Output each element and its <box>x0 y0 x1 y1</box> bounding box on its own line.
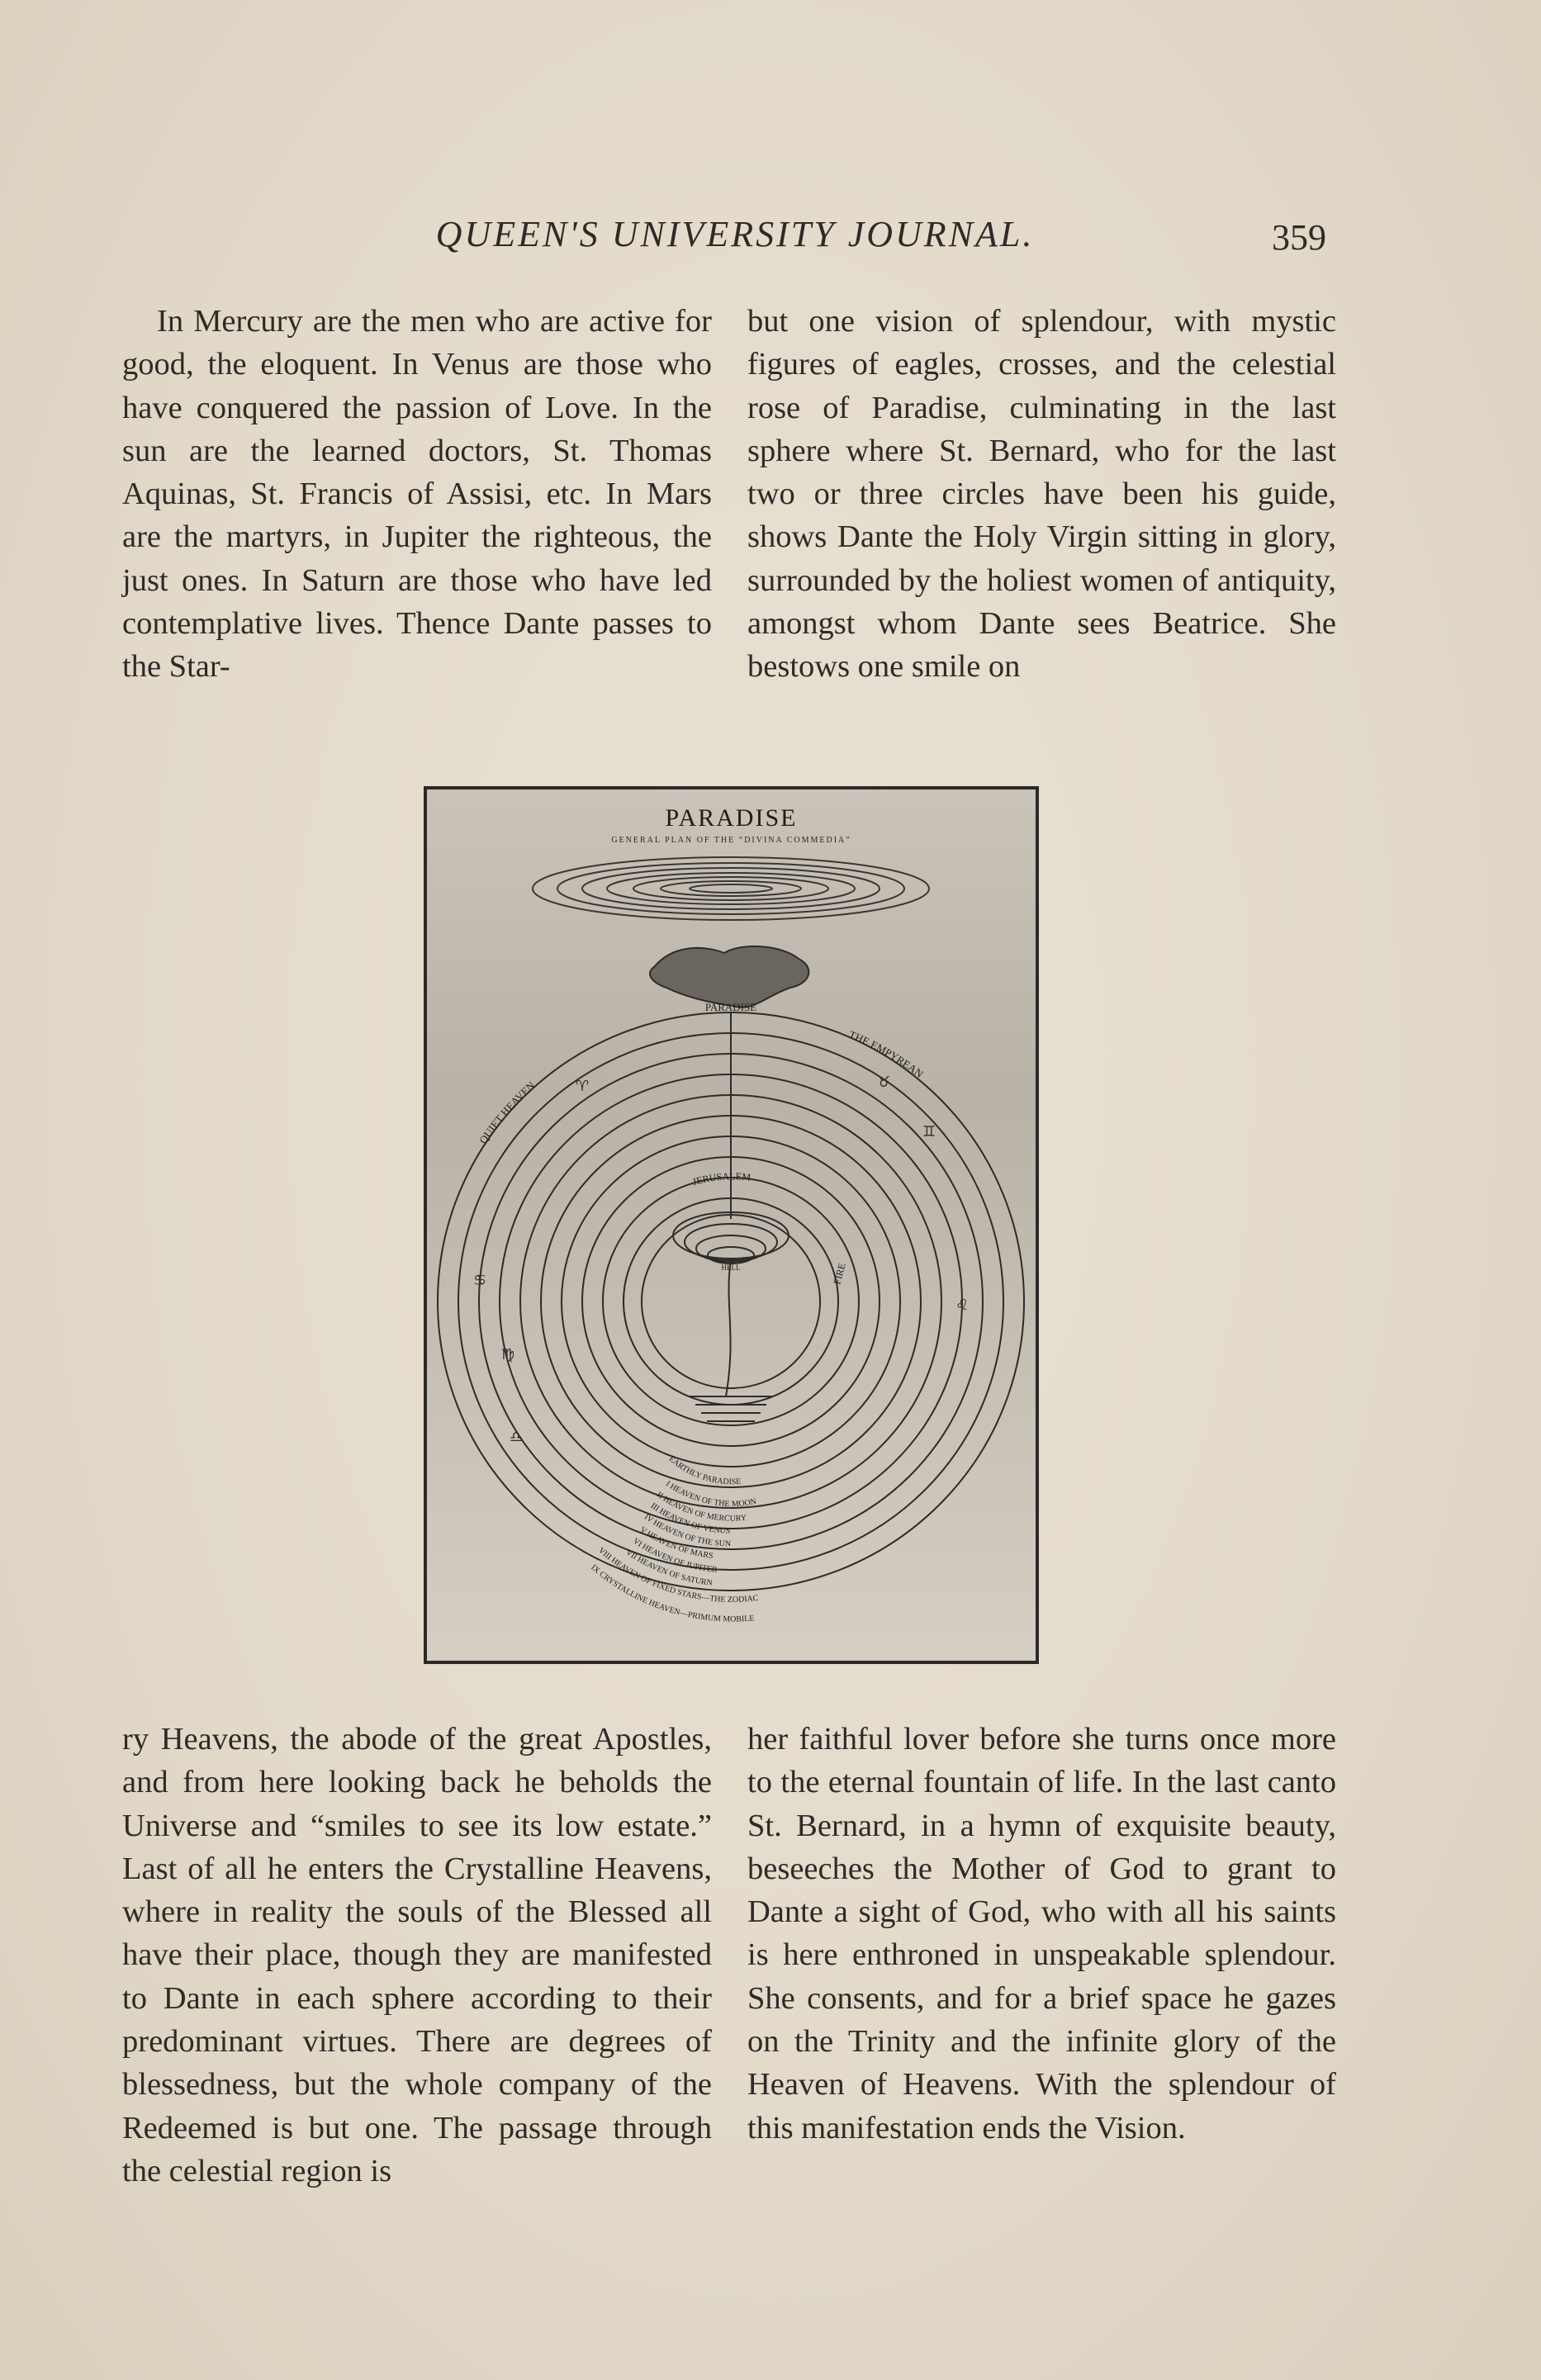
heaven-jupiter-label: VI HEAVEN OF JUPITER <box>631 1536 718 1575</box>
heaven-saturn-label: VII HEAVEN OF SATURN <box>624 1548 714 1588</box>
crystalline-heaven-label: IX CRYSTALLINE HEAVEN—PRIMUM MOBILE <box>589 1562 755 1624</box>
heaven-venus-label: III HEAVEN OF VENUS <box>648 1501 731 1536</box>
figure-title: PARADISE <box>665 804 798 832</box>
running-head: QUEEN'S UNIVERSITY JOURNAL. <box>435 214 1035 254</box>
svg-text:♎: ♎ <box>510 1429 524 1446</box>
empyrean-label: THE EMPYREAN <box>846 1027 926 1081</box>
text-column-bottom-left <box>122 1718 712 2193</box>
svg-text:♈: ♈ <box>576 1078 590 1095</box>
figure-subtitle: GENERAL PLAN OF THE “DIVINA COMMEDIA” <box>611 836 851 845</box>
mount-of-purgatory-shape <box>650 946 808 1007</box>
quiet-heaven-label: QUIET HEAVEN <box>477 1079 538 1146</box>
paradise-diagram-figure <box>424 786 1039 1664</box>
text-column-top-right <box>747 300 1336 689</box>
heaven-mars-label: V HEAVEN OF MARS <box>638 1525 714 1561</box>
hell-label: HELL <box>721 1263 741 1272</box>
paradise-mount-label: PARADISE <box>704 1001 757 1013</box>
svg-text:♋: ♋ <box>473 1272 487 1289</box>
svg-text:♊: ♊ <box>922 1123 936 1140</box>
jerusalem-label: JERUSALEM <box>690 1170 752 1188</box>
paragraph: ry Heavens, the abode of the great Apostles, and from here looking back he beholds the Universe and “smiles to see its low estate.” Last of all he enters the Crystalline Heavens, where in reality the souls of the Blessed all have their place, though they are manifested to Dante in each sphere according to their predominant virtues. There are degrees of blessedness, but the whole company of the Redeemed is but one. The passage through the celestial region is <box>122 1722 712 2188</box>
heaven-sun-label: IV HEAVEN OF THE SUN <box>642 1512 732 1549</box>
paragraph: In Mercury are the men who are active for good, the eloquent. In Venus are those who have conquered the passion of Love. In the sun are the learned doctors, St. Thomas Aquinas, St. Francis of Assisi, etc. In Mars are the martyrs, in Jupiter the righteous, the just ones. In Saturn are those who have led contemplative lives. Thence Dante passes to the Star- <box>122 304 712 685</box>
svg-text:♉: ♉ <box>877 1074 891 1091</box>
fire-label: FIRE <box>831 1262 848 1286</box>
svg-text:♍: ♍ <box>501 1346 515 1363</box>
page-number: 359 <box>1272 217 1326 258</box>
cosmology-diagram <box>427 789 1036 1661</box>
text-column-top-left <box>122 300 712 689</box>
hell-funnel <box>673 1212 789 1396</box>
heaven-mercury-label: II HEAVEN OF MERCURY <box>655 1490 747 1524</box>
paragraph: her faithful lover before she turns once more to the eternal fountain of life. In the last canto St. Bernard, in a hymn of exquisite beauty, beseeches the Mother of God to grant to Dante a sight of God, who with all his saints is here enthroned in unspeakable splendour. She consents, and for a brief space he gazes on the Trinity and the infinite glory of the Heaven of Heavens. With the splendour of this manifestation ends the Vision. <box>747 1722 1336 2145</box>
paragraph: but one vision of splendour, with mystic figures of eagles, crosses, and the celestial rose of Paradise, culminating in the last sphere where St. Bernard, who for the last two or three circles have been his guide, shows Dante the Holy Virgin sitting in glory, surrounded by the holiest women of antiquity, amongst whom Dante sees Beatrice. She bestows one smile on <box>747 304 1336 685</box>
text-column-bottom-right <box>747 1718 1336 2150</box>
empyrean-rose-ellipses <box>533 857 929 920</box>
heaven-moon-label: I HEAVEN OF THE MOON <box>664 1479 757 1509</box>
fixed-stars-label: VIII HEAVEN OF FIXED STARS—THE ZODIAC <box>596 1545 759 1605</box>
earthly-paradise-label: EARTHLY PARADISE <box>666 1454 742 1487</box>
svg-text:♌: ♌ <box>955 1297 970 1314</box>
